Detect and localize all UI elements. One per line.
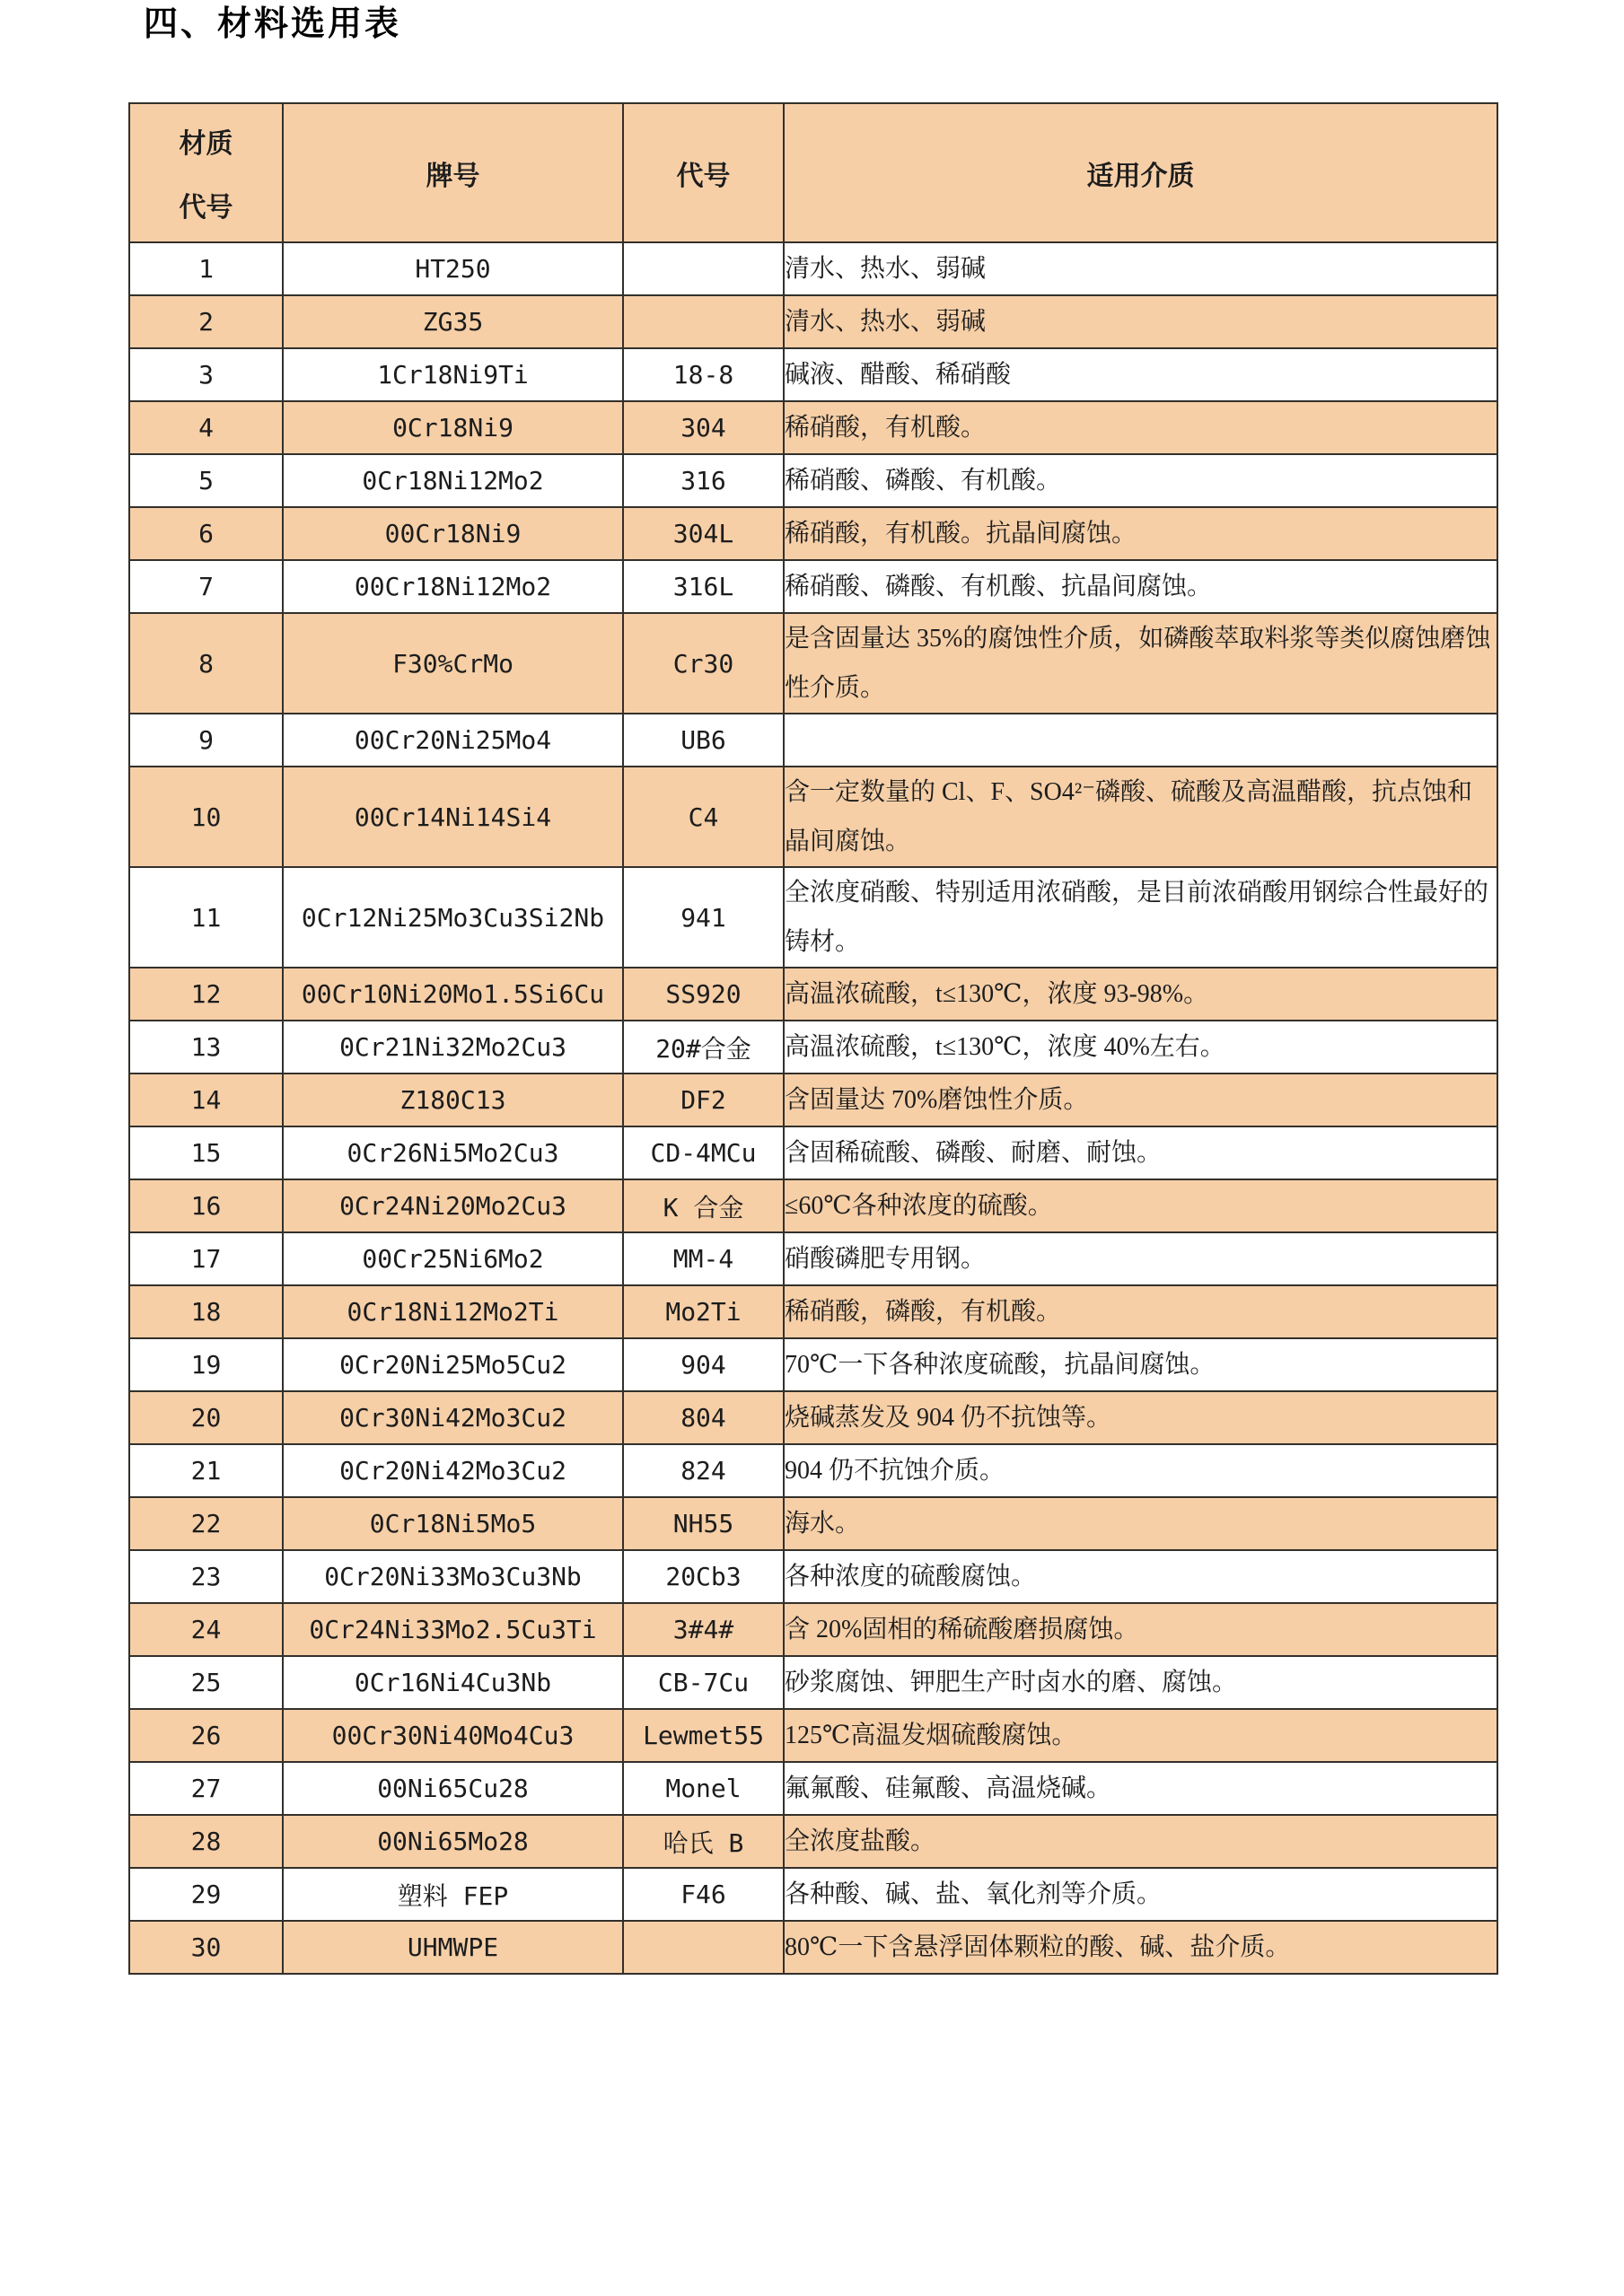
- header-material-code-line2: 代号: [179, 193, 233, 223]
- cell-material-code: 24: [129, 1603, 283, 1656]
- header-material-code: [129, 103, 283, 242]
- cell-code: [623, 295, 784, 348]
- cell-code: 941: [623, 867, 784, 968]
- cell-code: UB6: [623, 714, 784, 767]
- cell-grade: 塑料 FEP: [283, 1868, 623, 1921]
- cell-media: 70℃一下各种浓度硫酸，抗晶间腐蚀。: [784, 1338, 1497, 1391]
- cell-grade: 00Ni65Cu28: [283, 1762, 623, 1815]
- cell-code: SS920: [623, 968, 784, 1021]
- cell-material-code: 11: [129, 867, 283, 968]
- cell-media: 高温浓硫酸，t≤130℃，浓度 93-98%。: [784, 968, 1497, 1021]
- cell-material-code: 16: [129, 1179, 283, 1232]
- table-row: [129, 295, 1497, 348]
- cell-code: C4: [623, 767, 784, 867]
- header-code: 代号: [623, 103, 784, 242]
- table-row: [129, 1497, 1497, 1550]
- table-row: [129, 1815, 1497, 1868]
- cell-code: 18-8: [623, 348, 784, 401]
- cell-media: 80℃一下含悬浮固体颗粒的酸、碱、盐介质。: [784, 1921, 1497, 1974]
- header-media: 适用介质: [784, 103, 1497, 242]
- cell-grade: 0Cr18Ni5Mo5: [283, 1497, 623, 1550]
- cell-material-code: 4: [129, 401, 283, 454]
- cell-media: 稀硝酸，有机酸。: [784, 401, 1497, 454]
- table-row: [129, 1921, 1497, 1974]
- cell-grade: 0Cr18Ni12Mo2: [283, 454, 623, 507]
- cell-grade: 0Cr20Ni33Mo3Cu3Nb: [283, 1550, 623, 1603]
- cell-grade: 0Cr20Ni25Mo5Cu2: [283, 1338, 623, 1391]
- cell-media: 硝酸磷肥专用钢。: [784, 1232, 1497, 1285]
- cell-material-code: 28: [129, 1815, 283, 1868]
- cell-code: 20#合金: [623, 1021, 784, 1074]
- cell-media: 碱液、醋酸、稀硝酸: [784, 348, 1497, 401]
- cell-code: CD-4MCu: [623, 1126, 784, 1179]
- cell-grade: F30%CrMo: [283, 613, 623, 714]
- cell-material-code: 5: [129, 454, 283, 507]
- cell-material-code: 6: [129, 507, 283, 560]
- cell-media: 904 仍不抗蚀介质。: [784, 1444, 1497, 1497]
- cell-grade: UHMWPE: [283, 1921, 623, 1974]
- table-row: [129, 1709, 1497, 1762]
- table-row: [129, 714, 1497, 767]
- cell-material-code: 1: [129, 242, 283, 295]
- table-row: [129, 1232, 1497, 1285]
- cell-grade: 00Cr20Ni25Mo4: [283, 714, 623, 767]
- cell-grade: HT250: [283, 242, 623, 295]
- cell-code: [623, 1921, 784, 1974]
- cell-media: 125℃高温发烟硫酸腐蚀。: [784, 1709, 1497, 1762]
- cell-grade: ZG35: [283, 295, 623, 348]
- cell-grade: 0Cr18Ni12Mo2Ti: [283, 1285, 623, 1338]
- cell-material-code: 14: [129, 1074, 283, 1126]
- cell-grade: 00Cr10Ni20Mo1.5Si6Cu: [283, 968, 623, 1021]
- cell-material-code: 26: [129, 1709, 283, 1762]
- cell-grade: 00Cr18Ni12Mo2: [283, 560, 623, 613]
- cell-material-code: 13: [129, 1021, 283, 1074]
- cell-code: 316: [623, 454, 784, 507]
- cell-material-code: 3: [129, 348, 283, 401]
- table-body: [129, 242, 1497, 1974]
- cell-media: 含固稀硫酸、磷酸、耐磨、耐蚀。: [784, 1126, 1497, 1179]
- cell-code: F46: [623, 1868, 784, 1921]
- cell-media: 砂浆腐蚀、钾肥生产时卤水的磨、腐蚀。: [784, 1656, 1497, 1709]
- cell-grade: 0Cr24Ni20Mo2Cu3: [283, 1179, 623, 1232]
- cell-code: CB-7Cu: [623, 1656, 784, 1709]
- cell-code: 304L: [623, 507, 784, 560]
- cell-material-code: 21: [129, 1444, 283, 1497]
- cell-code: [623, 242, 784, 295]
- cell-material-code: 12: [129, 968, 283, 1021]
- cell-grade: 0Cr30Ni42Mo3Cu2: [283, 1391, 623, 1444]
- cell-media: 清水、热水、弱碱: [784, 242, 1497, 295]
- cell-code: K 合金: [623, 1179, 784, 1232]
- header-grade: 牌号: [283, 103, 623, 242]
- cell-grade: 0Cr16Ni4Cu3Nb: [283, 1656, 623, 1709]
- cell-code: 304: [623, 401, 784, 454]
- cell-grade: 0Cr26Ni5Mo2Cu3: [283, 1126, 623, 1179]
- cell-media: 稀硝酸，有机酸。抗晶间腐蚀。: [784, 507, 1497, 560]
- cell-code: 804: [623, 1391, 784, 1444]
- table-row: [129, 1656, 1497, 1709]
- table-row: [129, 348, 1497, 401]
- table-row: [129, 968, 1497, 1021]
- cell-grade: 00Cr14Ni14Si4: [283, 767, 623, 867]
- cell-code: Lewmet55: [623, 1709, 784, 1762]
- table-row: [129, 1021, 1497, 1074]
- cell-material-code: 17: [129, 1232, 283, 1285]
- cell-media: 稀硝酸、磷酸、有机酸。: [784, 454, 1497, 507]
- table-row: [129, 401, 1497, 454]
- table-row: [129, 1179, 1497, 1232]
- cell-code: Monel: [623, 1762, 784, 1815]
- cell-code: 904: [623, 1338, 784, 1391]
- cell-grade: 0Cr21Ni32Mo2Cu3: [283, 1021, 623, 1074]
- table-row: [129, 507, 1497, 560]
- table-row: [129, 1285, 1497, 1338]
- cell-material-code: 18: [129, 1285, 283, 1338]
- cell-media: 高温浓硫酸，t≤130℃，浓度 40%左右。: [784, 1021, 1497, 1074]
- cell-material-code: 9: [129, 714, 283, 767]
- cell-material-code: 19: [129, 1338, 283, 1391]
- cell-media: 稀硝酸，磷酸，有机酸。: [784, 1285, 1497, 1338]
- table-row: [129, 1074, 1497, 1126]
- table-row: [129, 1603, 1497, 1656]
- cell-media: 清水、热水、弱碱: [784, 295, 1497, 348]
- cell-material-code: 10: [129, 767, 283, 867]
- cell-material-code: 25: [129, 1656, 283, 1709]
- cell-media: 含一定数量的 Cl、F、SO4²⁻磷酸、硫酸及高温醋酸，抗点蚀和晶间腐蚀。: [784, 767, 1497, 867]
- cell-code: 824: [623, 1444, 784, 1497]
- table-row: [129, 1868, 1497, 1921]
- cell-media: 氟氟酸、硅氟酸、高温烧碱。: [784, 1762, 1497, 1815]
- cell-grade: 00Cr25Ni6Mo2: [283, 1232, 623, 1285]
- cell-media: 稀硝酸、磷酸、有机酸、抗晶间腐蚀。: [784, 560, 1497, 613]
- cell-material-code: 27: [129, 1762, 283, 1815]
- table-header: [129, 103, 1497, 242]
- table-row: [129, 1126, 1497, 1179]
- table-row: [129, 1391, 1497, 1444]
- table-row: [129, 242, 1497, 295]
- cell-grade: 0Cr12Ni25Mo3Cu3Si2Nb: [283, 867, 623, 968]
- table-row: [129, 454, 1497, 507]
- cell-code: 哈氏 B: [623, 1815, 784, 1868]
- cell-media: 各种浓度的硫酸腐蚀。: [784, 1550, 1497, 1603]
- cell-code: 20Cb3: [623, 1550, 784, 1603]
- table-row: [129, 613, 1497, 714]
- cell-media: ≤60℃各种浓度的硫酸。: [784, 1179, 1497, 1232]
- cell-media: 海水。: [784, 1497, 1497, 1550]
- cell-material-code: 29: [129, 1868, 283, 1921]
- table-row: [129, 867, 1497, 968]
- table-row: [129, 767, 1497, 867]
- cell-media: 各种酸、碱、盐、氧化剂等介质。: [784, 1868, 1497, 1921]
- cell-material-code: 20: [129, 1391, 283, 1444]
- cell-material-code: 8: [129, 613, 283, 714]
- cell-media: [784, 714, 1497, 767]
- cell-material-code: 30: [129, 1921, 283, 1974]
- cell-code: 316L: [623, 560, 784, 613]
- cell-media: 烧碱蒸发及 904 仍不抗蚀等。: [784, 1391, 1497, 1444]
- cell-material-code: 2: [129, 295, 283, 348]
- cell-code: DF2: [623, 1074, 784, 1126]
- cell-grade: 00Cr30Ni40Mo4Cu3: [283, 1709, 623, 1762]
- cell-grade: 1Cr18Ni9Ti: [283, 348, 623, 401]
- cell-grade: 0Cr20Ni42Mo3Cu2: [283, 1444, 623, 1497]
- cell-media: 含 20%固相的稀硫酸磨损腐蚀。: [784, 1603, 1497, 1656]
- page-title: 四、材料选用表: [144, 5, 402, 43]
- table-row: [129, 1550, 1497, 1603]
- cell-material-code: 22: [129, 1497, 283, 1550]
- cell-grade: 0Cr18Ni9: [283, 401, 623, 454]
- cell-grade: Z180C13: [283, 1074, 623, 1126]
- cell-media: 全浓度盐酸。: [784, 1815, 1497, 1868]
- table-row: [129, 1444, 1497, 1497]
- cell-grade: 00Cr18Ni9: [283, 507, 623, 560]
- table-row: [129, 1762, 1497, 1815]
- cell-material-code: 7: [129, 560, 283, 613]
- cell-media: 含固量达 70%磨蚀性介质。: [784, 1074, 1497, 1126]
- cell-media: 全浓度硝酸、特别适用浓硝酸，是目前浓硝酸用钢综合性最好的铸材。: [784, 867, 1497, 968]
- header-row: [129, 103, 1497, 242]
- cell-code: MM-4: [623, 1232, 784, 1285]
- cell-grade: 0Cr24Ni33Mo2.5Cu3Ti: [283, 1603, 623, 1656]
- cell-code: Mo2Ti: [623, 1285, 784, 1338]
- cell-code: 3#4#: [623, 1603, 784, 1656]
- header-material-code-line1: 材质: [179, 129, 233, 159]
- cell-code: Cr30: [623, 613, 784, 714]
- table-row: [129, 560, 1497, 613]
- material-selection-table: [128, 102, 1498, 1975]
- cell-material-code: 15: [129, 1126, 283, 1179]
- cell-code: NH55: [623, 1497, 784, 1550]
- cell-media: 是含固量达 35%的腐蚀性介质，如磷酸萃取料浆等类似腐蚀磨蚀性介质。: [784, 613, 1497, 714]
- cell-material-code: 23: [129, 1550, 283, 1603]
- cell-grade: 00Ni65Mo28: [283, 1815, 623, 1868]
- table-row: [129, 1338, 1497, 1391]
